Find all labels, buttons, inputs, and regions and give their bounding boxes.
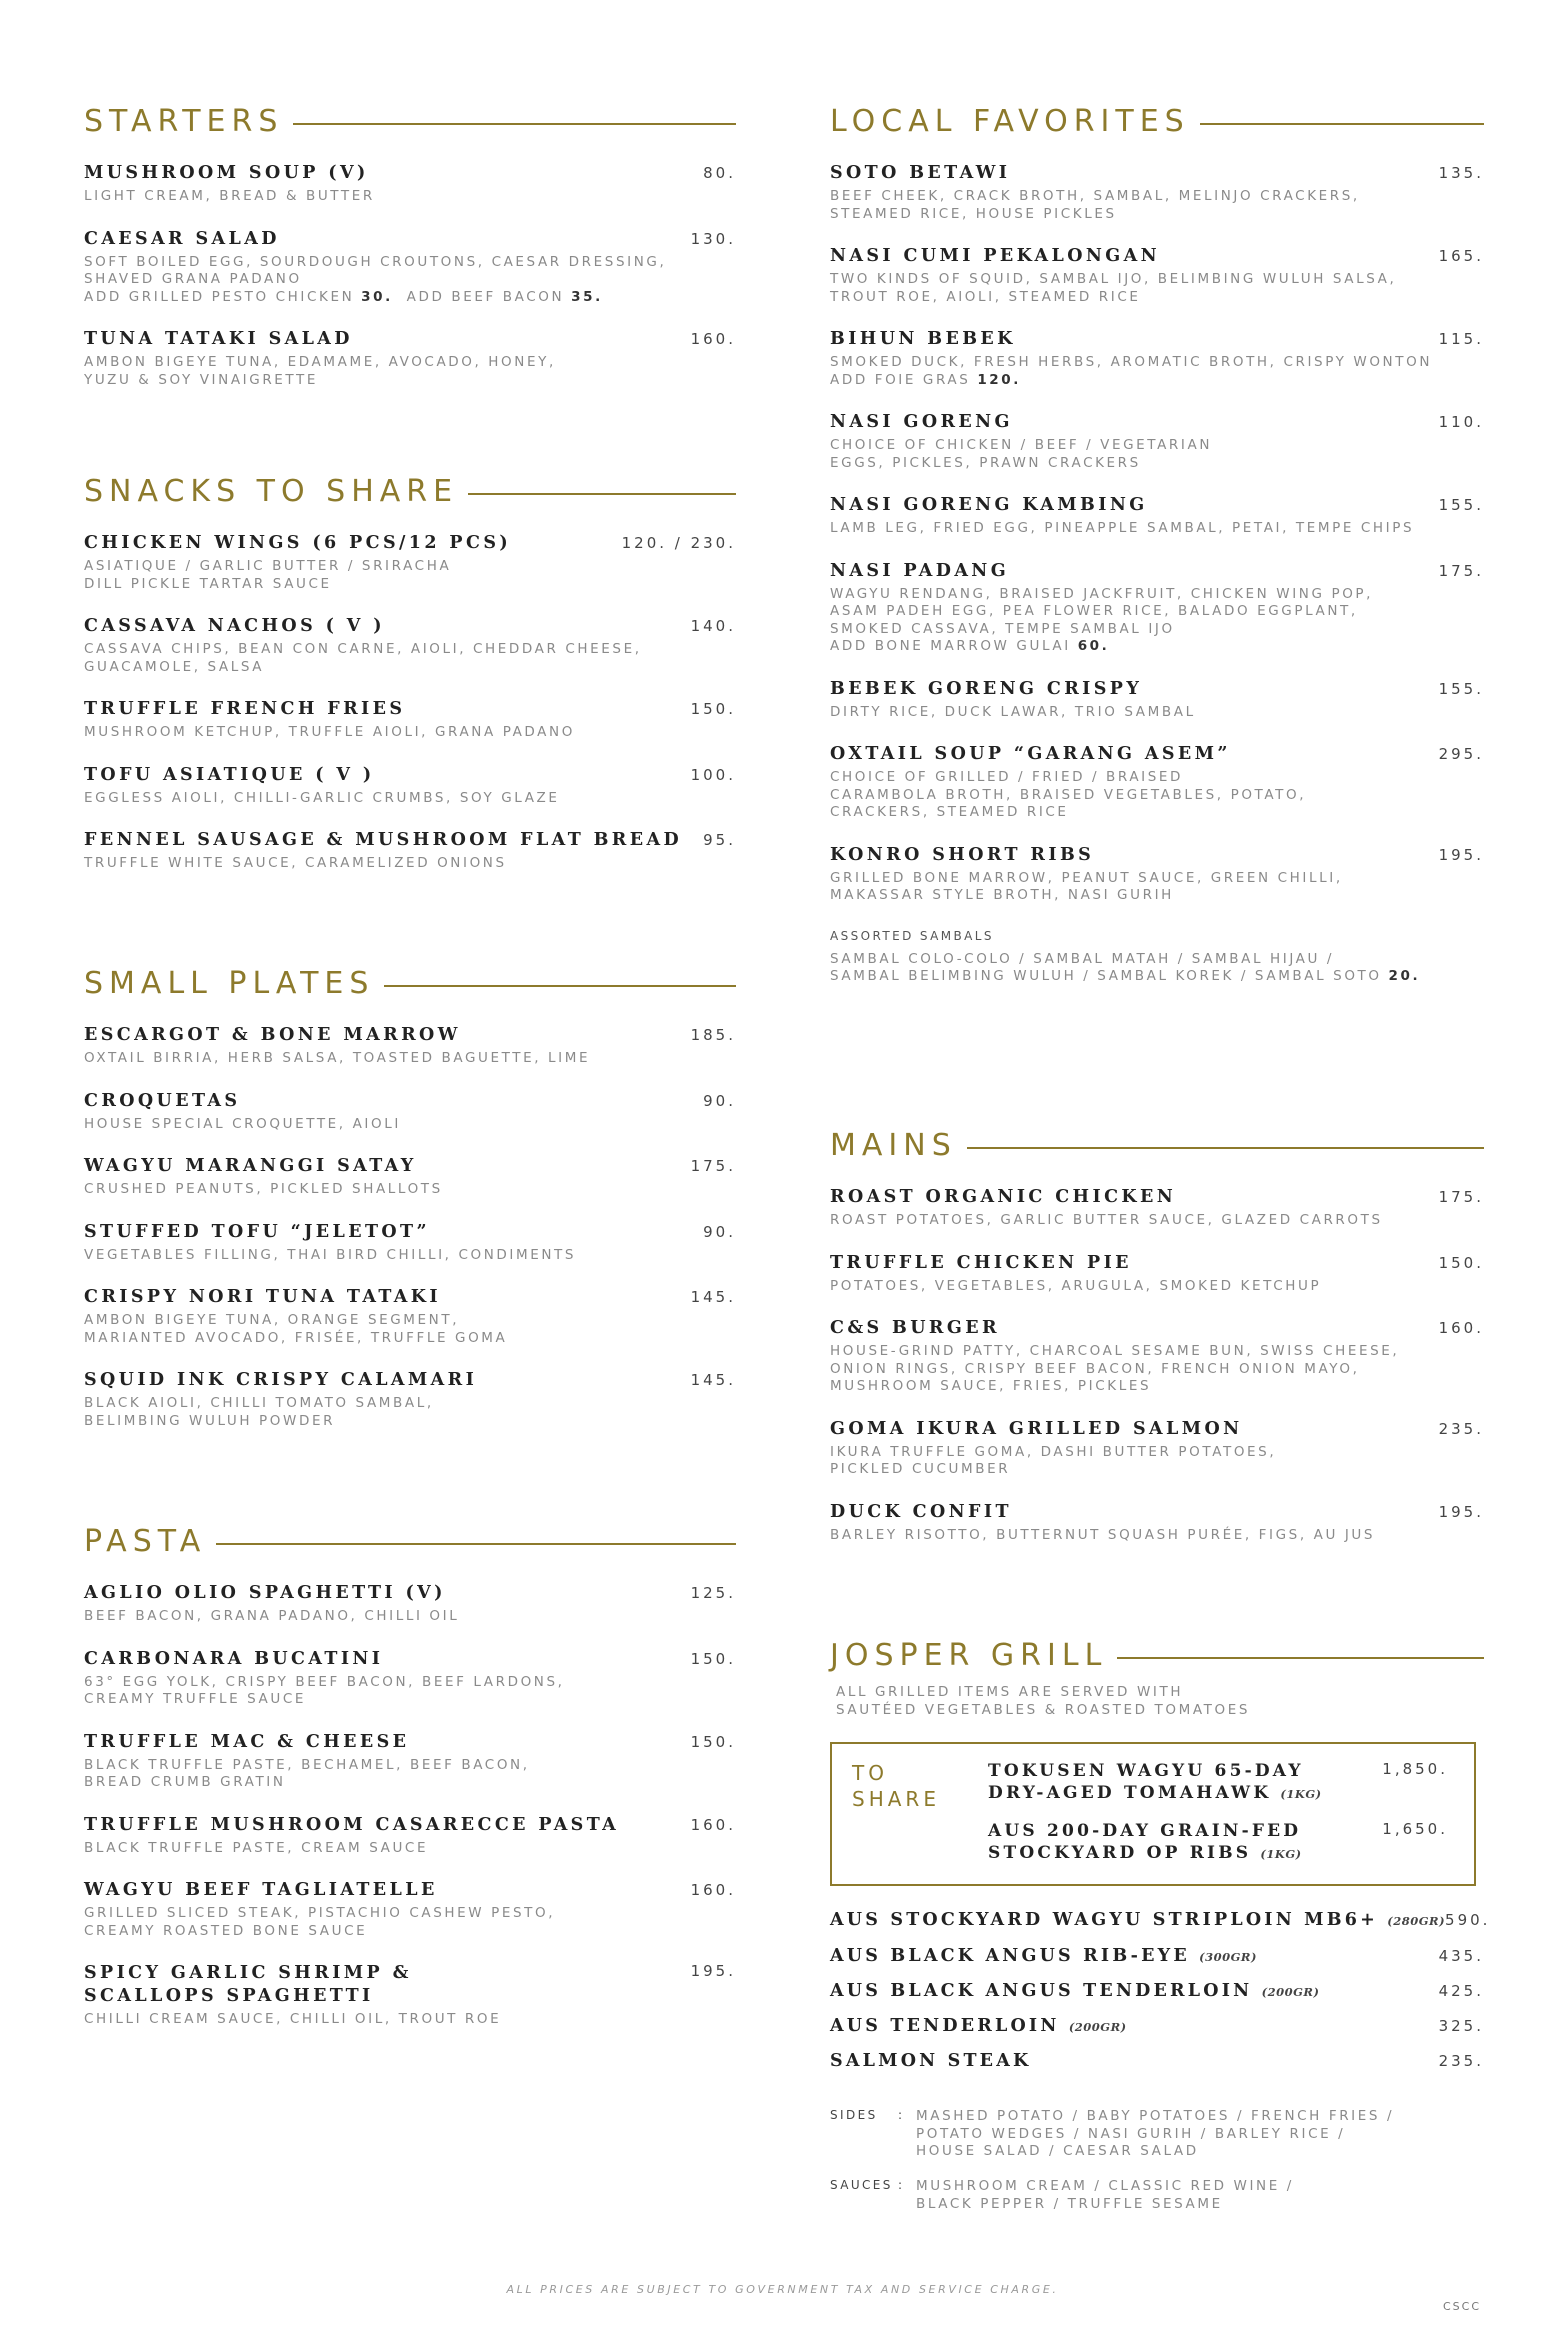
menu-item [84,1731,736,1792]
item-addons [84,289,736,307]
item-description: EGGLESS AIOLI, CHILLI-GARLIC CRUMBS, SOY GLAZE [84,789,560,806]
item-name: ROAST ORGANIC CHICKEN [830,1187,1177,1207]
item-description: LIGHT CREAM, BREAD & BUTTER [84,188,375,204]
menu-item [84,1286,736,1347]
share-item-name-line2: STOCKYARD OP RIBS [988,1843,1261,1863]
grill-item-name [830,1981,1319,2001]
item-name: CHICKEN WINGS (6 PCS/12 PCS) [84,533,512,553]
item-name: FENNEL SAUSAGE & MUSHROOM FLAT BREAD [84,830,683,850]
item-name: KONRO SHORT RIBS [830,844,1095,865]
item-description: TRUFFLE WHITE SAUCE, CARAMELIZED ONIONS [84,855,507,871]
menu-item [84,829,736,873]
item-description: BARLEY RISOTTO, BUTTERNUT SQUASH PURÉE, FIGS, AU JUS [830,1526,1376,1543]
item-name: AGLIO OLIO SPAGHETTI (V) [84,1583,446,1603]
share-item [988,1760,1448,1805]
item-price: 130. [690,229,736,248]
item-price: 295. [1438,745,1484,763]
item-name: CARBONARA BUCATINI [84,1648,384,1669]
sambals-list [830,951,1484,986]
item-description: AMBON BIGEYE TUNA, EDAMAME, AVOCADO, HONEY, YUZU & SOY VINAIGRETTE [84,354,556,388]
item-description: VEGETABLES FILLING, THAI BIRD CHILLI, CONDIMENTS [84,1246,577,1263]
grill-item-weight: (280GR) [1387,1914,1446,1928]
addon-price: 120. [977,371,1022,388]
to-share-label: TO SHARE [852,1761,940,1811]
item-name: TRUFFLE MUSHROOM CASARECCE PASTA [84,1814,620,1835]
item-description: BLACK TRUFFLE PASTE, BECHAMEL, BEEF BACON, BREAD CRUMB GRATIN [84,1756,530,1790]
item-price: 95. [703,831,736,849]
item-price: 140. [690,617,736,635]
item-description: SOFT BOILED EGG, SOURDOUGH CROUTONS, CAESAR DRESSING, SHAVED GRANA PADANO [84,253,667,287]
item-price: 150. [690,700,736,718]
addon-text: ADD FOIE GRAS [830,371,978,388]
menu-item [830,844,1484,905]
item-description: DIRTY RICE, DUCK LAWAR, TRIO SAMBAL [830,703,1196,720]
item-price: 100. [690,765,736,784]
item-name: NASI PADANG [830,560,1010,581]
item-name: SPICY GARLIC SHRIMP & SCALLOPS SPAGHETTI [84,1963,412,2006]
menu-item [84,1155,736,1199]
item-name: SOTO BETAWI [830,163,1011,183]
section-title: JOSPER GRILL [830,1636,1117,1676]
item-name: TRUFFLE MAC & CHEESE [84,1731,410,1752]
item-description: CRUSHED PEANUTS, PICKLED SHALLOTS [84,1181,443,1197]
item-name: NASI GORENG KAMBING [830,495,1148,515]
item-price: 195. [1438,845,1484,864]
item-description: ROAST POTATOES, GARLIC BUTTER SAUCE, GLAZED CARROTS [830,1212,1383,1228]
item-description: LAMB LEG, FRIED EGG, PINEAPPLE SAMBAL, PETAI, TEMPE CHIPS [830,520,1415,536]
item-description: ASIATIQUE / GARLIC BUTTER / SRIRACHA DILL PICKLE TARTAR SAUCE [84,558,452,592]
item-price: 135. [1438,164,1484,182]
item-price: 145. [690,1371,736,1389]
section-mains [830,1126,1484,1544]
item-price: 160. [690,1881,736,1899]
menu-item [84,1648,736,1709]
item-price: 175. [1438,1188,1484,1206]
item-description: MUSHROOM KETCHUP, TRUFFLE AIOLI, GRANA PADANO [84,724,575,740]
menu-item [830,1252,1484,1296]
item-price: 80. [703,164,736,182]
item-name: WAGYU MARANGGI SATAY [84,1156,417,1176]
item-name: DUCK CONFIT [830,1501,1012,1522]
addon-price: 35. [571,288,603,305]
item-description: BEEF CHEEK, CRACK BROTH, SAMBAL, MELINJO CRACKERS, STEAMED RICE, HOUSE PICKLES [830,188,1360,222]
item-name: C&S BURGER [830,1318,1000,1338]
tax-note: ALL PRICES ARE SUBJECT TO GOVERNMENT TAX AND SERVICE CHARGE. [506,2283,1059,2296]
section-header [830,102,1484,142]
item-name: GOMA IKURA GRILLED SALMON [830,1418,1243,1439]
item-price: 165. [1438,247,1484,265]
menu-item [830,245,1484,306]
menu-item [84,1962,736,2029]
item-name: TRUFFLE FRENCH FRIES [84,699,406,719]
grill-item-label: AUS TENDERLOIN [830,2016,1069,2036]
item-name: TUNA TATAKI SALAD [84,329,353,349]
item-name: BEBEK GORENG CRISPY [830,678,1143,699]
item-name: OXTAIL SOUP “GARANG ASEM” [830,744,1231,764]
item-price: 110. [1438,413,1484,431]
item-description: 63° EGG YOLK, CRISPY BEEF BACON, BEEF LARDONS, CREAMY TRUFFLE SAUCE [84,1673,565,1707]
menu-item [84,1814,736,1858]
addon-text: ADD BEEF BACON [392,288,572,305]
section-small-plates [84,964,736,1430]
grill-item-label: AUS STOCKYARD WAGYU STRIPLOIN MB6+ [830,1910,1388,1930]
item-description: HOUSE-GRIND PATTY, CHARCOAL SESAME BUN, SWISS CHEESE, ONION RINGS, CRISPY BEEF BACON, FRENCH ONION MAYO, MUSHROOM SAUCE, FRIES, PICKLES [830,1343,1400,1394]
sambals-price: 20. [1388,968,1421,984]
menu-item [830,1501,1484,1545]
item-price: 150. [1438,1253,1484,1272]
grill-item-price: 325. [1438,2017,1484,2035]
item-price: 195. [1438,1502,1484,1521]
sides-label: SIDES [830,2108,878,2122]
item-description: CHOICE OF GRILLED / FRIED / BRAISED CARAMBOLA BROTH, BRAISED VEGETABLES, POTATO, CRACKERS, STEAMED RICE [830,769,1307,820]
item-addons [830,638,1484,656]
item-description: POTATOES, VEGETABLES, ARUGULA, SMOKED KETCHUP [830,1277,1322,1294]
grill-item [830,2016,1484,2036]
addon-price: 30. [361,288,393,305]
menu-item [830,411,1484,472]
share-item-name: AUS 200-DAY GRAIN-FED [988,1821,1302,1841]
item-price: 160. [1438,1319,1484,1337]
item-name: SQUID INK CRISPY CALAMARI [84,1370,478,1390]
item-description: SMOKED DUCK, FRESH HERBS, AROMATIC BROTH, CRISPY WONTON [830,354,1433,370]
grill-item [830,1910,1491,1930]
menu-item [84,1369,736,1430]
section-local-favorites [830,102,1484,986]
grill-item-weight: (200GR) [1261,1985,1320,1999]
section-title: STARTERS [84,102,293,142]
sambals-text: SAMBAL COLO-COLO / SAMBAL MATAH / SAMBAL HIJAU / SAMBAL BELIMBING WULUH / SAMBAL KOREK / SAMBAL SOTO [830,950,1382,984]
item-name: TOFU ASIATIQUE ( V ) [84,764,375,785]
item-price: 125. [690,1584,736,1602]
grill-item-label: SALMON STEAK [830,2051,1032,2071]
item-name: NASI GORENG [830,412,1013,432]
grill-item-name [830,1910,1445,1930]
grill-item-weight: (300GR) [1199,1950,1257,1964]
item-name: CROQUETAS [84,1090,241,1111]
item-price: 155. [1438,679,1484,698]
item-price: 150. [690,1649,736,1668]
grill-item-label: AUS BLACK ANGUS RIB-EYE [830,1946,1200,1966]
share-item [988,1820,1448,1865]
item-price: 235. [1438,1419,1484,1438]
grill-note: ALL GRILLED ITEMS ARE SERVED WITH SAUTÉED VEGETABLES & ROASTED TOMATOES [836,1684,1251,1718]
item-description: IKURA TRUFFLE GOMA, DASHI BUTTER POTATOES, PICKLED CUCUMBER [830,1443,1277,1477]
share-item-weight: (1KG) [1280,1787,1322,1801]
item-description: TWO KINDS OF SQUID, SAMBAL IJO, BELIMBING WULUH SALSA, TROUT ROE, AIOLI, STEAMED RICE [830,271,1397,305]
item-description: HOUSE SPECIAL CROQUETTE, AIOLI [84,1115,401,1132]
item-name: CRISPY NORI TUNA TATAKI [84,1287,441,1307]
menu-item [84,698,736,742]
item-name: BIHUN BEBEK [830,329,1016,349]
section-title: LOCAL FAVORITES [830,102,1200,142]
grill-item [830,1946,1484,1966]
sauces-list: MUSHROOM CREAM / CLASSIC RED WINE / BLACK PEPPER / TRUFFLE SESAME [916,2178,1294,2212]
share-item-price: 1,850. [1382,1760,1448,1778]
item-price: 175. [690,1157,736,1175]
grill-item-name [830,2051,1031,2071]
menu-item [830,328,1484,389]
grill-item-label: AUS BLACK ANGUS TENDERLOIN [830,1981,1262,2001]
sambals-label: ASSORTED SAMBALS [830,928,994,943]
item-description: CHILLI CREAM SAUCE, CHILLI OIL, TROUT ROE [84,2011,502,2027]
item-price: 195. [690,1962,736,1980]
sauces-label: SAUCES [830,2178,893,2192]
item-price: 155. [1438,496,1484,514]
menu-item [830,678,1484,722]
grill-item-price: 435. [1438,1947,1484,1965]
menu-item [84,764,736,808]
menu-item [830,560,1484,656]
grill-item [830,2051,1484,2071]
section-title: PASTA [84,1522,216,1562]
menu-item [830,1317,1484,1396]
sambals-block [830,929,1484,986]
menu-item [830,1418,1484,1479]
item-description: CASSAVA CHIPS, BEAN CON CARNE, AIOLI, CHEDDAR CHEESE, GUACAMOLE, SALSA [84,641,642,675]
item-name: NASI CUMI PEKALONGAN [830,246,1160,266]
item-name: STUFFED TOFU “JELETOT” [84,1221,430,1242]
item-name: MUSHROOM SOUP (V) [84,163,369,183]
menu-item [84,1090,736,1134]
item-price: 175. [1438,561,1484,580]
grill-item-price: 235. [1438,2052,1484,2070]
section-header [830,1636,1484,1676]
item-description: AMBON BIGEYE TUNA, ORANGE SEGMENT, MARIANTED AVOCADO, FRISÉE, TRUFFLE GOMA [84,1312,508,1346]
menu-item [84,328,736,389]
item-price: 90. [703,1222,736,1241]
item-price: 150. [690,1732,736,1751]
share-item-name-line2: DRY-AGED TOMAHAWK [988,1783,1281,1803]
item-description: BEEF BACON, GRANA PADANO, CHILLI OIL [84,1608,460,1624]
item-name: ESCARGOT & BONE MARROW [84,1025,461,1045]
item-name: TRUFFLE CHICKEN PIE [830,1252,1132,1273]
section-snacks [84,472,736,873]
section-starters [84,102,736,389]
menu-code: CSCC [1442,2300,1481,2313]
section-josper-grill [830,1636,1491,2236]
section-header [84,102,736,142]
item-name: CASSAVA NACHOS ( V ) [84,616,385,636]
section-title: MAINS [830,1126,967,1166]
item-price: 160. [690,330,736,348]
section-header [84,1522,736,1562]
menu-item [830,162,1484,223]
item-description: GRILLED SLICED STEAK, PISTACHIO CASHEW PESTO, CREAMY ROASTED BONE SAUCE [84,1905,556,1939]
item-price: 160. [690,1815,736,1834]
item-price: 145. [690,1288,736,1306]
item-price: 120. / 230. [621,534,736,552]
menu-item [84,228,736,307]
item-description: OXTAIL BIRRIA, HERB SALSA, TOASTED BAGUETTE, LIME [84,1050,591,1066]
menu-item [84,1221,736,1265]
item-price: 115. [1438,330,1484,348]
grill-item [830,1981,1484,2001]
sides-list: MASHED POTATO / BABY POTATOES / FRENCH FRIES / POTATO WEDGES / NASI GURIH / BARLEY RICE / HOUSE SALAD / CAESAR SALAD [916,2108,1395,2159]
menu-item [84,1024,736,1068]
sauces-colon: : [898,2178,903,2192]
share-item-weight: (1KG) [1260,1847,1302,1861]
menu-item [830,494,1484,538]
menu-item [84,1879,736,1940]
sides-colon: : [898,2108,903,2122]
addon-text: ADD BONE MARROW GULAI [830,638,1078,654]
section-pasta [84,1522,736,2029]
section-header [84,964,736,1004]
section-header [84,472,736,512]
share-item-name: TOKUSEN WAGYU 65-DAY [988,1761,1304,1781]
menu-item [84,532,736,593]
grill-item-weight: (200GR) [1068,2020,1127,2034]
section-header [830,1126,1484,1166]
item-price: 185. [690,1026,736,1044]
menu-item [84,1582,736,1626]
menu-item [830,1186,1484,1230]
grill-item-price: 425. [1438,1982,1484,2000]
share-item-price: 1,650. [1382,1820,1448,1838]
section-title: SMALL PLATES [84,964,384,1004]
share-item-name [988,1842,1448,1865]
item-description: CHOICE OF CHICKEN / BEEF / VEGETARIAN EGGS, PICKLES, PRAWN CRACKERS [830,437,1213,471]
item-description: BLACK AIOLI, CHILLI TOMATO SAMBAL, BELIMBING WULUH POWDER [84,1395,434,1429]
to-share-box [830,1742,1476,1886]
menu-item [830,743,1484,822]
item-name: WAGYU BEEF TAGLIATELLE [84,1880,438,1900]
item-description: BLACK TRUFFLE PASTE, CREAM SAUCE [84,1839,429,1856]
item-name: CAESAR SALAD [84,228,280,249]
item-description: WAGYU RENDANG, BRAISED JACKFRUIT, CHICKEN WING POP, ASAM PADEH EGG, PEA FLOWER RICE, BALADO EGGPLANT, SMOKED CASSAVA, TEMPE SAMBAL IJO [830,585,1374,637]
item-description: GRILLED BONE MARROW, PEANUT SAUCE, GREEN CHILLI, MAKASSAR STYLE BROTH, NASI GURIH [830,869,1343,903]
grill-item-name [830,2016,1127,2036]
grill-item-name [830,1946,1257,1966]
addon-price: 60. [1077,638,1110,654]
menu-item [84,162,736,206]
menu-item [84,615,736,676]
addon-text: ADD GRILLED PESTO CHICKEN [84,288,362,305]
section-title: SNACKS TO SHARE [84,472,468,512]
item-price: 90. [703,1091,736,1110]
grill-item-price: 590. [1445,1911,1491,1929]
item-addons [830,372,1484,390]
share-item-name [988,1782,1448,1805]
